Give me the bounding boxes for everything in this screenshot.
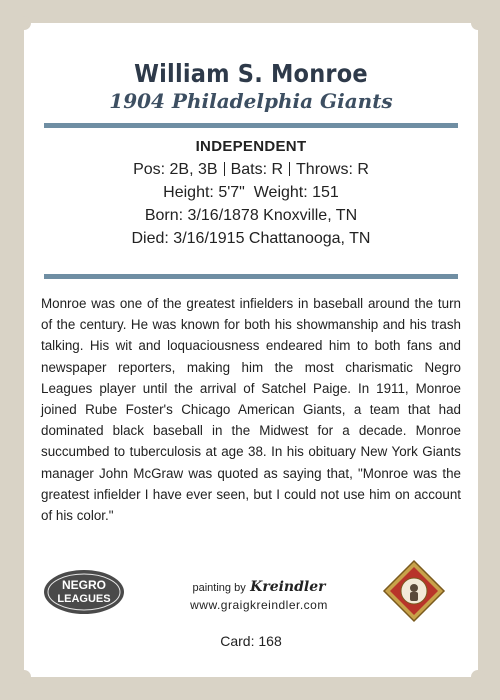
- logo-text-leagues: LEAGUES: [57, 593, 111, 605]
- divider-top: [44, 123, 458, 128]
- height: Height: 5'7": [163, 184, 245, 201]
- logo-text-negro: NEGRO: [61, 578, 107, 592]
- player-name: William S. Monroe: [134, 59, 368, 88]
- baseball-card: [24, 23, 478, 677]
- artist-signature: Kreindler: [250, 579, 326, 595]
- corner-notch: [471, 16, 485, 30]
- biography-text: Monroe was one of the greatest infielders in baseball around the turn of the century. He was known for both his showmanship and his trash talking. His wit and loquaciousness endeared him to both fans and newspaper reporters, making him the most charismatic Negro Leagues player until the arrival of Satchel Paige. In 1911, Monroe joined Rube Foster's Chicago American Giants, a team that had dominated black baseball in the Midwest for a decade. Monroe succumbed to tuberculosis at age 38. In his obituary New York Giants manager John McGraw was quoted as saying that, "Monroe was the greatest infielder I have ever seen, but I could not use him on account of his color.": [41, 296, 461, 524]
- position: Pos: 2B, 3B: [133, 161, 218, 178]
- painting-by-label: painting by: [192, 582, 246, 594]
- painting-by-line: [174, 578, 344, 596]
- card-number: Card: 168: [220, 633, 282, 649]
- position-line: [24, 158, 478, 181]
- player-team: 1904 Philadelphia Giants: [109, 89, 393, 113]
- corner-notch: [17, 16, 31, 30]
- artist-credit: [174, 578, 344, 612]
- bats: Bats: R: [230, 161, 284, 178]
- size-line: [24, 181, 478, 204]
- divider-bottom: [44, 274, 458, 279]
- negro-leagues-logo: [42, 567, 126, 617]
- league-label: INDEPENDENT: [195, 138, 307, 155]
- separator: [224, 162, 225, 176]
- stats-block: [24, 135, 478, 250]
- corner-notch: [17, 670, 31, 684]
- died: Died: 3/16/1915 Chattanooga, TN: [131, 230, 371, 247]
- corner-notch: [471, 670, 485, 684]
- throws: Throws: R: [296, 161, 369, 178]
- born: Born: 3/16/1878 Knoxville, TN: [144, 207, 358, 224]
- weight: Weight: 151: [253, 184, 339, 201]
- museum-logo-icon: [382, 559, 446, 623]
- separator: [289, 162, 290, 176]
- artist-url: www.graigkreindler.com: [190, 598, 328, 612]
